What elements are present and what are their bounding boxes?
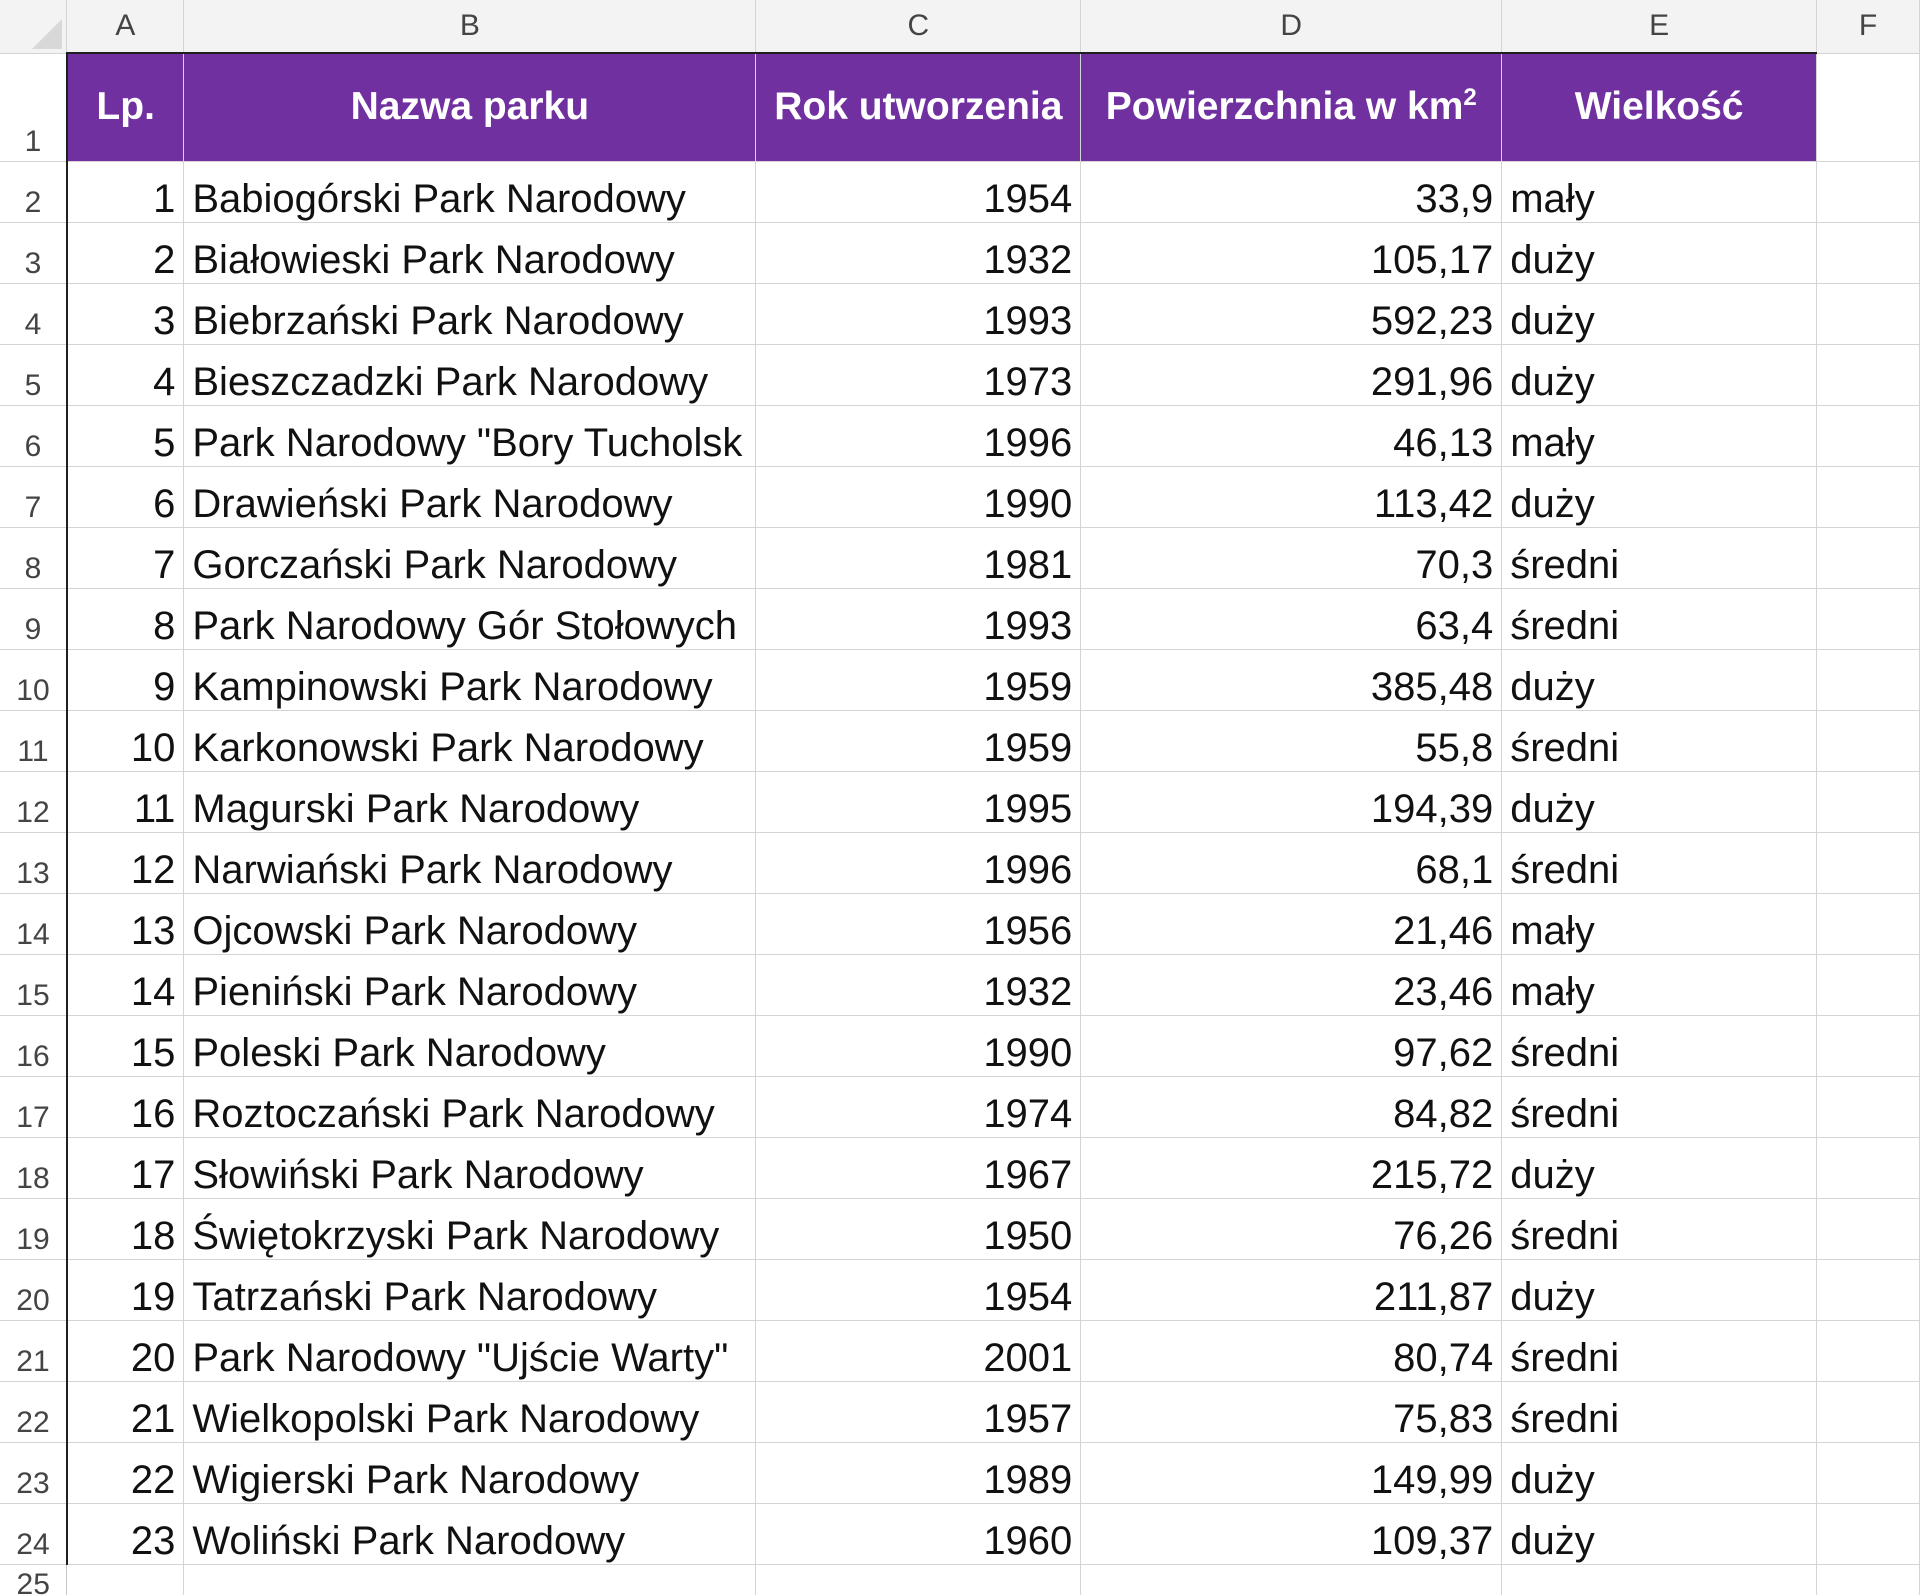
header-cell-lp[interactable]: Lp. <box>67 53 184 161</box>
cell-area[interactable]: 46,13 <box>1081 405 1502 466</box>
empty-cell[interactable] <box>756 1564 1081 1595</box>
cell-area[interactable]: 194,39 <box>1081 771 1502 832</box>
cell-lp[interactable]: 5 <box>67 405 184 466</box>
empty-cell[interactable] <box>1817 405 1920 466</box>
cell-year[interactable]: 1956 <box>756 893 1081 954</box>
empty-cell[interactable] <box>1817 1442 1920 1503</box>
table-row <box>0 588 1920 649</box>
row-header[interactable]: 4 <box>0 283 67 344</box>
cell-area[interactable]: 68,1 <box>1081 832 1502 893</box>
cell-area[interactable]: 84,82 <box>1081 1076 1502 1137</box>
table-row <box>0 1381 1920 1442</box>
cell-year[interactable]: 1954 <box>756 1259 1081 1320</box>
empty-cell[interactable] <box>1817 1503 1920 1564</box>
table-row <box>0 1015 1920 1076</box>
empty-cell[interactable] <box>1817 1015 1920 1076</box>
cell-year[interactable]: 1990 <box>756 1015 1081 1076</box>
column-header-c[interactable]: C <box>756 0 1081 53</box>
table-row <box>0 222 1920 283</box>
cell-size[interactable]: duży <box>1502 1503 1817 1564</box>
cell-area[interactable]: 21,46 <box>1081 893 1502 954</box>
select-all-button[interactable] <box>0 0 67 53</box>
row-header[interactable]: 21 <box>0 1320 67 1381</box>
cell-area[interactable]: 63,4 <box>1081 588 1502 649</box>
column-header-b[interactable]: B <box>184 0 756 53</box>
cell-park-name[interactable]: Roztoczański Park Narodowy <box>184 1076 756 1137</box>
column-header-d[interactable]: D <box>1081 0 1502 53</box>
empty-cell[interactable] <box>1817 53 1920 161</box>
cell-year[interactable]: 1990 <box>756 466 1081 527</box>
cell-area[interactable]: 75,83 <box>1081 1381 1502 1442</box>
row-header[interactable]: 25 <box>0 1564 67 1595</box>
cell-lp[interactable]: 14 <box>67 954 184 1015</box>
cell-park-name[interactable]: Świętokrzyski Park Narodowy <box>184 1198 756 1259</box>
cell-size[interactable]: średni <box>1502 832 1817 893</box>
column-header-e[interactable]: E <box>1502 0 1817 53</box>
cell-lp[interactable]: 13 <box>67 893 184 954</box>
cell-year[interactable]: 2001 <box>756 1320 1081 1381</box>
cell-size[interactable]: średni <box>1502 1198 1817 1259</box>
table-row <box>0 710 1920 771</box>
empty-cell[interactable] <box>1817 1198 1920 1259</box>
cell-lp[interactable]: 23 <box>67 1503 184 1564</box>
empty-cell[interactable] <box>1817 893 1920 954</box>
cell-park-name[interactable]: Drawieński Park Narodowy <box>184 466 756 527</box>
cell-lp[interactable]: 21 <box>67 1381 184 1442</box>
row-header[interactable]: 23 <box>0 1442 67 1503</box>
row-header[interactable]: 1 <box>0 53 67 161</box>
cell-lp[interactable]: 4 <box>67 344 184 405</box>
cell-size[interactable]: duży <box>1502 1442 1817 1503</box>
cell-year[interactable]: 1993 <box>756 588 1081 649</box>
cell-size[interactable]: średni <box>1502 1320 1817 1381</box>
cell-area[interactable]: 291,96 <box>1081 344 1502 405</box>
cell-area[interactable]: 105,17 <box>1081 222 1502 283</box>
empty-cell[interactable] <box>1817 222 1920 283</box>
cell-area[interactable]: 80,74 <box>1081 1320 1502 1381</box>
table-row <box>0 954 1920 1015</box>
cell-lp[interactable]: 22 <box>67 1442 184 1503</box>
empty-cell[interactable] <box>1817 344 1920 405</box>
empty-cell[interactable] <box>67 1564 184 1595</box>
cell-park-name[interactable]: Gorczański Park Narodowy <box>184 527 756 588</box>
cell-park-name[interactable]: Babiogórski Park Narodowy <box>184 161 756 222</box>
cell-year[interactable]: 1974 <box>756 1076 1081 1137</box>
cell-size[interactable]: duży <box>1502 283 1817 344</box>
row-header[interactable]: 6 <box>0 405 67 466</box>
empty-cell[interactable] <box>184 1564 756 1595</box>
cell-area[interactable]: 76,26 <box>1081 1198 1502 1259</box>
cell-park-name[interactable]: Ojcowski Park Narodowy <box>184 893 756 954</box>
table-row <box>0 1137 1920 1198</box>
cell-size[interactable]: duży <box>1502 1259 1817 1320</box>
row-header[interactable]: 8 <box>0 527 67 588</box>
cell-year[interactable]: 1995 <box>756 771 1081 832</box>
cell-lp[interactable]: 20 <box>67 1320 184 1381</box>
cell-year[interactable]: 1957 <box>756 1381 1081 1442</box>
cell-lp[interactable]: 3 <box>67 283 184 344</box>
cell-year[interactable]: 1981 <box>756 527 1081 588</box>
cell-park-name[interactable]: Pieniński Park Narodowy <box>184 954 756 1015</box>
select-all-triangle-icon <box>32 19 62 49</box>
cell-area[interactable]: 113,42 <box>1081 466 1502 527</box>
table-row <box>0 1564 1920 1595</box>
empty-cell[interactable] <box>1817 588 1920 649</box>
empty-cell[interactable] <box>1817 1564 1920 1595</box>
cell-park-name[interactable]: Narwiański Park Narodowy <box>184 832 756 893</box>
empty-cell[interactable] <box>1817 527 1920 588</box>
empty-cell[interactable] <box>1817 1320 1920 1381</box>
row-header[interactable]: 3 <box>0 222 67 283</box>
table-row <box>0 1442 1920 1503</box>
cell-lp[interactable]: 9 <box>67 649 184 710</box>
table-row <box>0 161 1920 222</box>
row-header[interactable]: 14 <box>0 893 67 954</box>
cell-year[interactable]: 1950 <box>756 1198 1081 1259</box>
row-header[interactable]: 24 <box>0 1503 67 1564</box>
row-header[interactable]: 17 <box>0 1076 67 1137</box>
cell-area[interactable]: 109,37 <box>1081 1503 1502 1564</box>
header-cell-size[interactable]: Wielkość <box>1502 53 1817 161</box>
table-header-row <box>0 53 1920 161</box>
header-cell-area[interactable] <box>1081 53 1502 161</box>
empty-cell[interactable] <box>1817 649 1920 710</box>
cell-size[interactable]: średni <box>1502 1015 1817 1076</box>
table-row <box>0 1076 1920 1137</box>
empty-cell[interactable] <box>1817 710 1920 771</box>
empty-cell[interactable] <box>1817 1076 1920 1137</box>
cell-park-name[interactable]: Woliński Park Narodowy <box>184 1503 756 1564</box>
cell-park-name[interactable]: Biebrzański Park Narodowy <box>184 283 756 344</box>
cell-park-name[interactable]: Wielkopolski Park Narodowy <box>184 1381 756 1442</box>
cell-park-name[interactable]: Tatrzański Park Narodowy <box>184 1259 756 1320</box>
table-row <box>0 466 1920 527</box>
cell-park-name[interactable]: Park Narodowy "Bory Tucholsk <box>184 405 756 466</box>
row-header[interactable]: 20 <box>0 1259 67 1320</box>
empty-cell[interactable] <box>1817 283 1920 344</box>
row-header[interactable]: 11 <box>0 710 67 771</box>
row-header[interactable]: 13 <box>0 832 67 893</box>
cell-year[interactable]: 1989 <box>756 1442 1081 1503</box>
empty-cell[interactable] <box>1817 832 1920 893</box>
cell-size[interactable]: średni <box>1502 710 1817 771</box>
table-row <box>0 1503 1920 1564</box>
cell-lp[interactable]: 16 <box>67 1076 184 1137</box>
cell-year[interactable]: 1959 <box>756 710 1081 771</box>
cell-size[interactable]: mały <box>1502 893 1817 954</box>
row-header[interactable]: 5 <box>0 344 67 405</box>
table-row <box>0 344 1920 405</box>
row-header[interactable]: 15 <box>0 954 67 1015</box>
cell-park-name[interactable]: Poleski Park Narodowy <box>184 1015 756 1076</box>
table-row <box>0 893 1920 954</box>
cell-area[interactable]: 33,9 <box>1081 161 1502 222</box>
cell-park-name[interactable]: Karkonowski Park Narodowy <box>184 710 756 771</box>
table-row <box>0 1259 1920 1320</box>
cell-lp[interactable]: 1 <box>67 161 184 222</box>
table-row <box>0 832 1920 893</box>
cell-lp[interactable]: 6 <box>67 466 184 527</box>
cell-area[interactable]: 385,48 <box>1081 649 1502 710</box>
cell-year[interactable]: 1996 <box>756 832 1081 893</box>
cell-size[interactable]: mały <box>1502 405 1817 466</box>
cell-year[interactable]: 1967 <box>756 1137 1081 1198</box>
cell-size[interactable]: duży <box>1502 466 1817 527</box>
cell-park-name[interactable]: Kampinowski Park Narodowy <box>184 649 756 710</box>
cell-size[interactable]: duży <box>1502 1137 1817 1198</box>
cell-park-name[interactable]: Białowieski Park Narodowy <box>184 222 756 283</box>
row-header[interactable]: 2 <box>0 161 67 222</box>
empty-cell[interactable] <box>1817 1137 1920 1198</box>
cell-lp[interactable]: 12 <box>67 832 184 893</box>
cell-size[interactable]: średni <box>1502 1076 1817 1137</box>
cell-lp[interactable]: 18 <box>67 1198 184 1259</box>
cell-lp[interactable]: 11 <box>67 771 184 832</box>
cell-park-name[interactable]: Bieszczadzki Park Narodowy <box>184 344 756 405</box>
empty-cell[interactable] <box>1817 161 1920 222</box>
cell-lp[interactable]: 19 <box>67 1259 184 1320</box>
cell-area[interactable]: 23,46 <box>1081 954 1502 1015</box>
cell-park-name[interactable]: Słowiński Park Narodowy <box>184 1137 756 1198</box>
cell-area[interactable]: 215,72 <box>1081 1137 1502 1198</box>
cell-size[interactable]: mały <box>1502 954 1817 1015</box>
table-row <box>0 527 1920 588</box>
empty-cell[interactable] <box>1817 771 1920 832</box>
empty-cell[interactable] <box>1817 954 1920 1015</box>
cell-year[interactable]: 1973 <box>756 344 1081 405</box>
cell-lp[interactable]: 7 <box>67 527 184 588</box>
cell-area[interactable]: 592,23 <box>1081 283 1502 344</box>
row-header[interactable]: 22 <box>0 1381 67 1442</box>
cell-year[interactable]: 1993 <box>756 283 1081 344</box>
header-area-label: Powierzchnia w km <box>1105 85 1464 129</box>
empty-cell[interactable] <box>1817 1381 1920 1442</box>
cell-year[interactable]: 1996 <box>756 405 1081 466</box>
header-cell-name[interactable]: Nazwa parku <box>184 53 756 161</box>
row-header[interactable]: 12 <box>0 771 67 832</box>
empty-cell[interactable] <box>1817 466 1920 527</box>
cell-lp[interactable]: 15 <box>67 1015 184 1076</box>
cell-area[interactable]: 211,87 <box>1081 1259 1502 1320</box>
header-cell-year[interactable]: Rok utworzenia <box>756 53 1081 161</box>
cell-area[interactable]: 97,62 <box>1081 1015 1502 1076</box>
cell-lp[interactable]: 8 <box>67 588 184 649</box>
row-header[interactable]: 19 <box>0 1198 67 1259</box>
cell-size[interactable]: duży <box>1502 771 1817 832</box>
table-row <box>0 283 1920 344</box>
cell-lp[interactable]: 10 <box>67 710 184 771</box>
cell-park-name[interactable]: Wigierski Park Narodowy <box>184 1442 756 1503</box>
row-header[interactable]: 18 <box>0 1137 67 1198</box>
row-header[interactable]: 7 <box>0 466 67 527</box>
empty-cell[interactable] <box>1817 1259 1920 1320</box>
table-row <box>0 1320 1920 1381</box>
cell-size[interactable]: średni <box>1502 527 1817 588</box>
empty-cell[interactable] <box>1502 1564 1817 1595</box>
column-header-a[interactable]: A <box>67 0 184 53</box>
cell-area[interactable]: 70,3 <box>1081 527 1502 588</box>
row-header[interactable]: 10 <box>0 649 67 710</box>
cell-lp[interactable]: 2 <box>67 222 184 283</box>
cell-size[interactable]: duży <box>1502 649 1817 710</box>
table-row <box>0 1198 1920 1259</box>
cell-year[interactable]: 1954 <box>756 161 1081 222</box>
row-header[interactable]: 16 <box>0 1015 67 1076</box>
column-header-f[interactable]: F <box>1817 0 1920 53</box>
cell-lp[interactable]: 17 <box>67 1137 184 1198</box>
row-header[interactable]: 9 <box>0 588 67 649</box>
cell-area[interactable]: 149,99 <box>1081 1442 1502 1503</box>
column-header-row <box>0 0 1920 53</box>
table-row <box>0 771 1920 832</box>
cell-size[interactable]: średni <box>1502 588 1817 649</box>
empty-cell[interactable] <box>1081 1564 1502 1595</box>
cell-size[interactable]: średni <box>1502 1381 1817 1442</box>
header-area-superscript: 2 <box>1463 84 1477 112</box>
table-row <box>0 405 1920 466</box>
table-row <box>0 649 1920 710</box>
cell-size[interactable]: duży <box>1502 344 1817 405</box>
cell-size[interactable]: mały <box>1502 161 1817 222</box>
cell-park-name[interactable]: Park Narodowy "Ujście Warty" <box>184 1320 756 1381</box>
cell-size[interactable]: duży <box>1502 222 1817 283</box>
cell-year[interactable]: 1932 <box>756 954 1081 1015</box>
cell-park-name[interactable]: Magurski Park Narodowy <box>184 771 756 832</box>
cell-area[interactable]: 55,8 <box>1081 710 1502 771</box>
cell-year[interactable]: 1932 <box>756 222 1081 283</box>
cell-year[interactable]: 1959 <box>756 649 1081 710</box>
cell-park-name[interactable]: Park Narodowy Gór Stołowych <box>184 588 756 649</box>
cell-year[interactable]: 1960 <box>756 1503 1081 1564</box>
